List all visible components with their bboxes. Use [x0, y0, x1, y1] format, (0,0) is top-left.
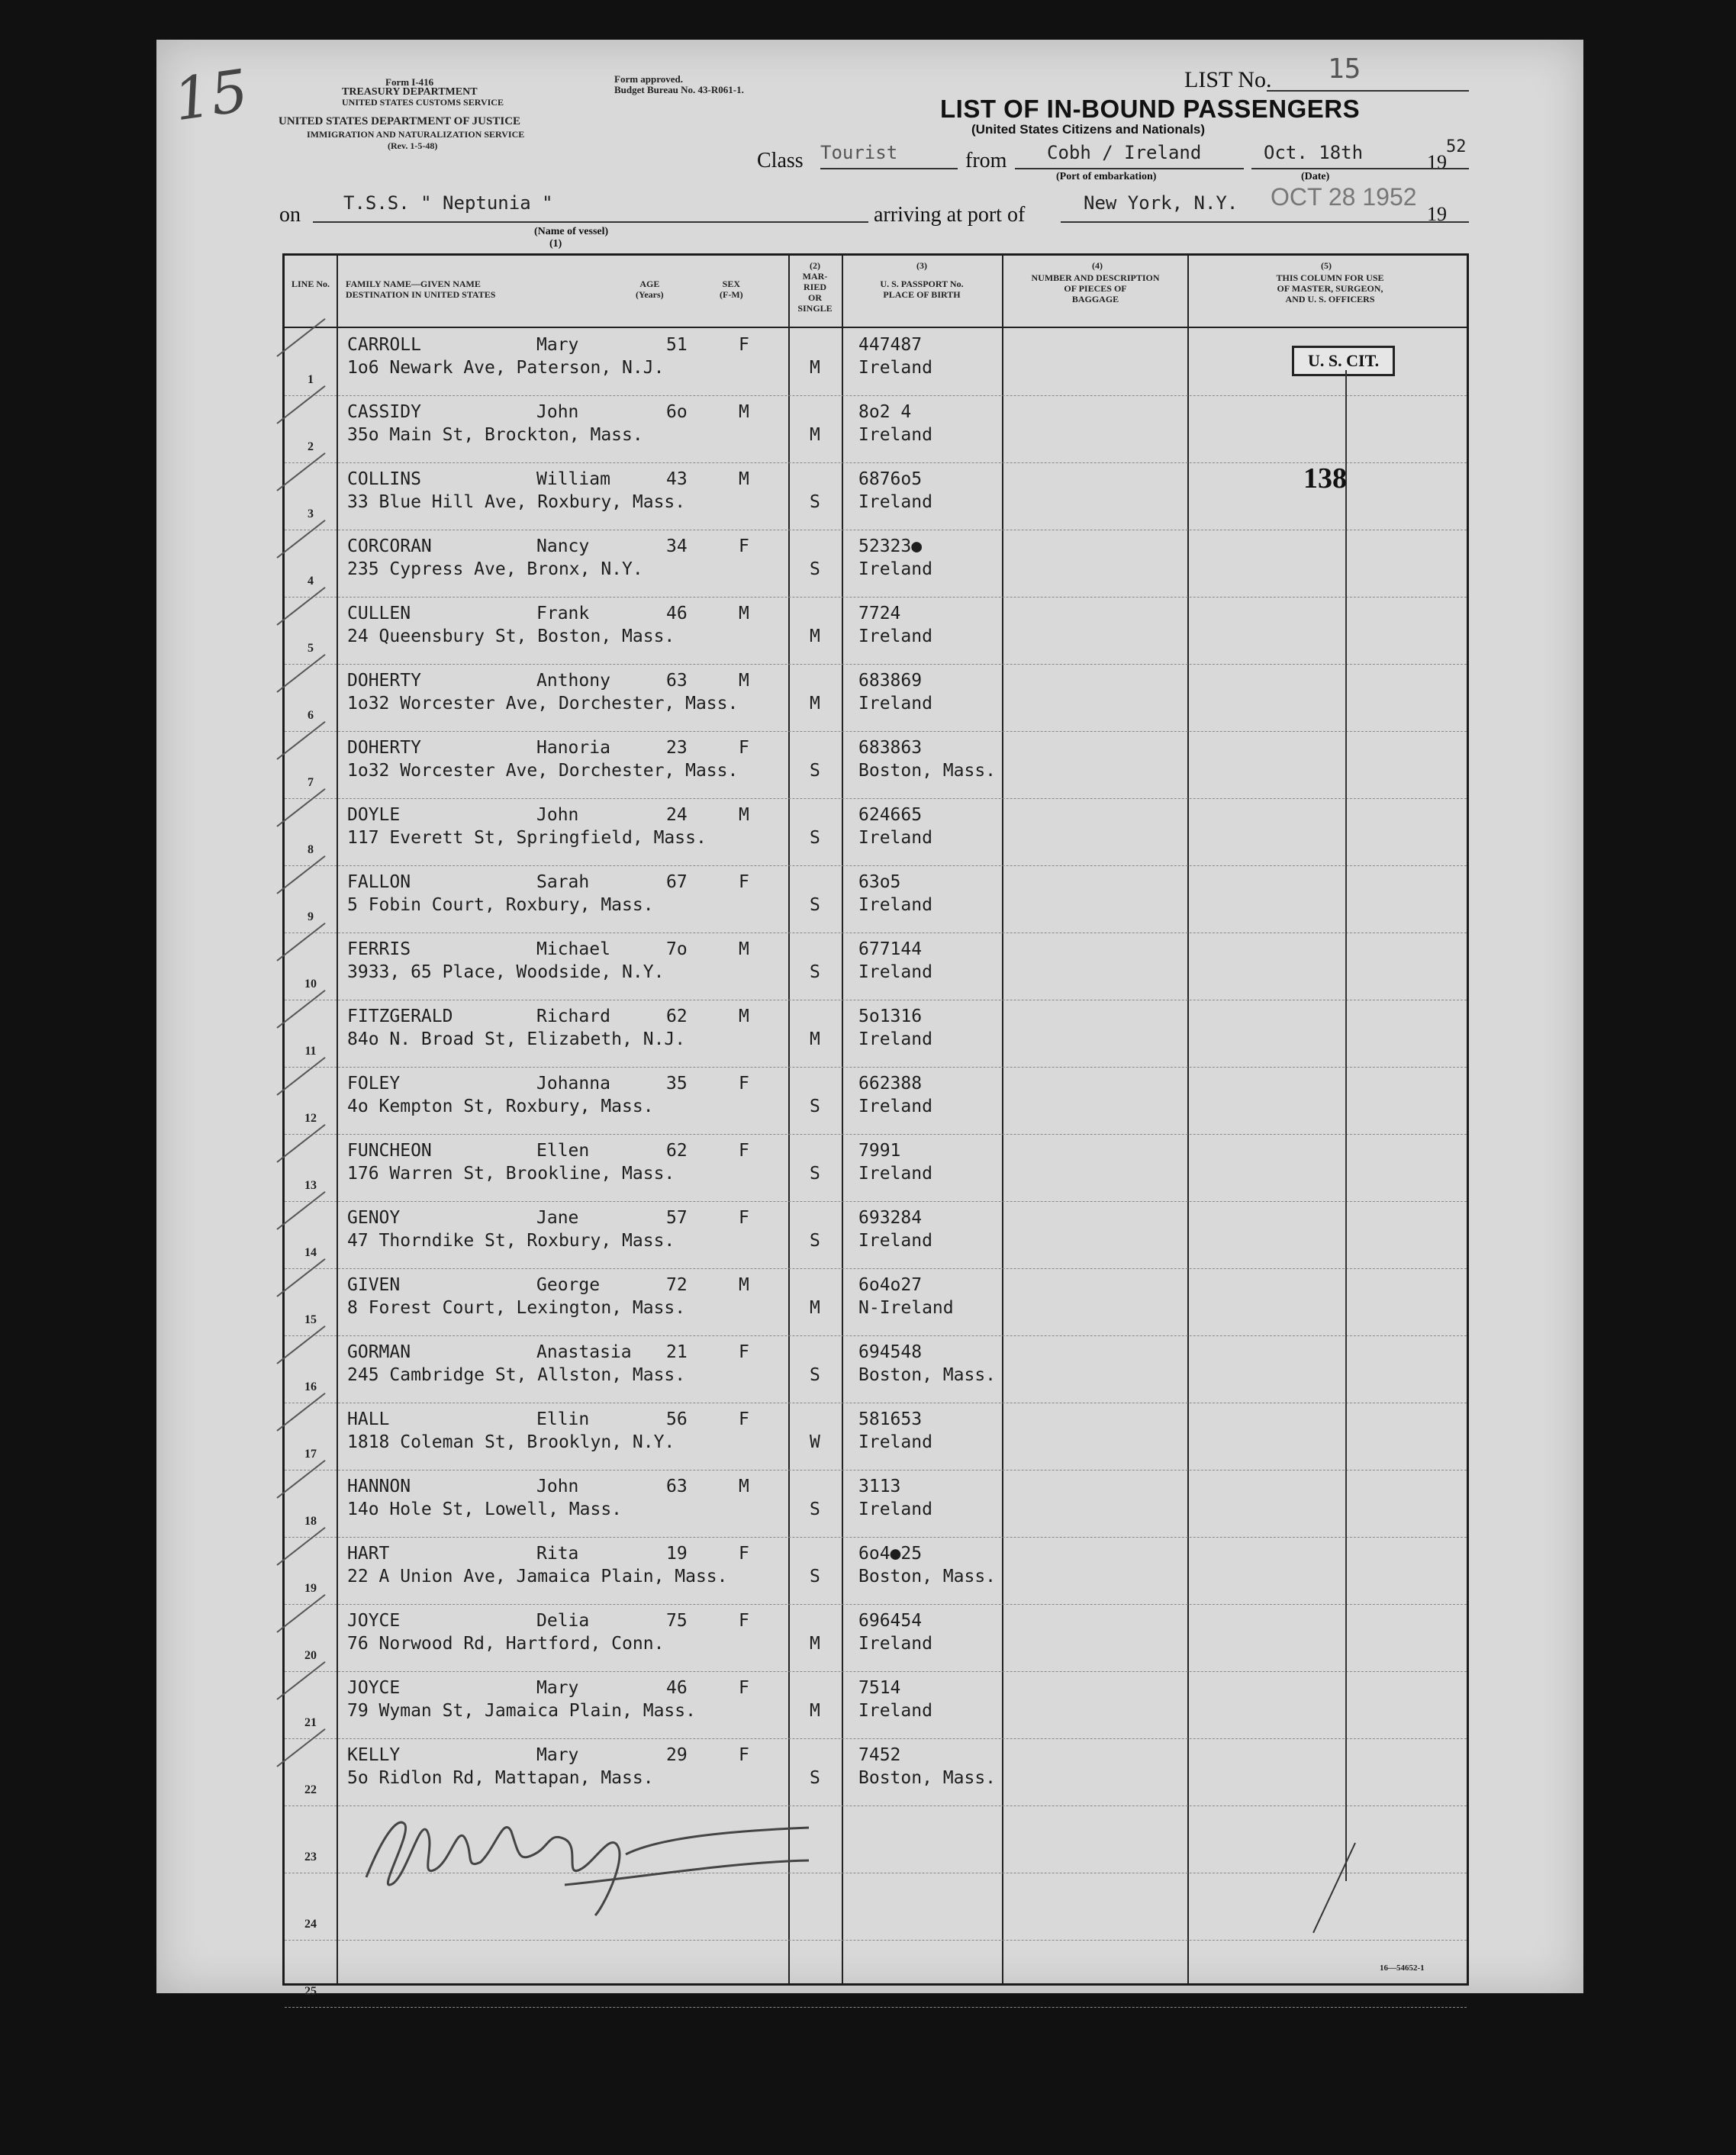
given-name: Delia	[536, 1611, 590, 1631]
line-number: 15	[304, 1313, 317, 1326]
place-of-birth: Ireland	[858, 694, 932, 714]
table-row	[285, 1941, 1467, 2008]
table-row	[285, 1605, 1467, 1672]
age: 24	[666, 805, 688, 825]
column-header-sex: SEX (F-M)	[720, 279, 743, 300]
age: 19	[666, 1544, 688, 1564]
table-row	[285, 1000, 1467, 1068]
marital-status: M	[810, 1029, 820, 1049]
family-name: DOYLE	[347, 805, 401, 825]
class-line	[820, 168, 958, 169]
age: 34	[666, 536, 688, 556]
line-number: 1	[308, 373, 314, 386]
age: 21	[666, 1342, 688, 1362]
place-of-birth: Boston, Mass.	[858, 761, 997, 781]
family-name: HANNON	[347, 1477, 411, 1496]
place-of-birth: Ireland	[858, 962, 932, 982]
age: 46	[666, 1678, 688, 1698]
age: 6o	[666, 402, 688, 422]
family-name: CORCORAN	[347, 536, 432, 556]
age: 46	[666, 604, 688, 623]
age: 57	[666, 1208, 688, 1228]
table-row	[285, 1403, 1467, 1470]
destination: 176 Warren St, Brookline, Mass.	[347, 1164, 675, 1184]
list-no-line	[1267, 90, 1469, 92]
table-row	[285, 1470, 1467, 1538]
line-number: 20	[304, 1649, 317, 1662]
us-citizen-stamp: U. S. CIT.	[1292, 346, 1395, 376]
given-name: John	[536, 805, 579, 825]
family-name: GENOY	[347, 1208, 401, 1228]
page-title: LIST OF IN-BOUND PASSENGERS	[940, 95, 1361, 123]
sex: M	[739, 1275, 749, 1295]
arriving-label: arriving at port of	[874, 203, 1026, 227]
destination: 1o6 Newark Ave, Paterson, N.J.	[347, 358, 665, 378]
passport-number: 624665	[858, 805, 923, 825]
age: 75	[666, 1611, 688, 1631]
line-number: 22	[304, 1783, 317, 1796]
passport-number: 63o5	[858, 872, 901, 892]
place-of-birth: Ireland	[858, 1634, 932, 1654]
family-name: FUNCHEON	[347, 1141, 432, 1161]
sex: F	[739, 1544, 749, 1564]
destination: 24 Queensbury St, Boston, Mass.	[347, 627, 675, 646]
passport-number: 3113	[858, 1477, 901, 1496]
passport-number: 677144	[858, 939, 923, 959]
table-row	[285, 530, 1467, 598]
marital-status: M	[810, 1634, 820, 1654]
from-value: Cobh / Ireland	[1047, 142, 1202, 163]
passport-number: 683863	[858, 738, 923, 758]
given-name: Ellen	[536, 1141, 590, 1161]
line-number: 5	[308, 642, 314, 655]
passport-number: 447487	[858, 335, 923, 355]
sex: F	[739, 1745, 749, 1765]
place-of-birth: Ireland	[858, 1499, 932, 1519]
place-of-birth: Ireland	[858, 828, 932, 848]
column-number-passport: (3)	[916, 260, 927, 271]
family-name: KELLY	[347, 1745, 401, 1765]
table-row	[285, 933, 1467, 1000]
passport-number: 5o1316	[858, 1007, 923, 1026]
arrival-year-prefix: 19	[1427, 203, 1447, 225]
sex: F	[739, 1678, 749, 1698]
column-header-passport: U. S. PASSPORT No. PLACE OF BIRTH	[880, 279, 964, 300]
sex: F	[739, 1074, 749, 1094]
marital-status: S	[810, 962, 820, 982]
marital-status: S	[810, 559, 820, 579]
arrival-date-stamp: OCT 28 1952	[1271, 183, 1417, 211]
sex: F	[739, 738, 749, 758]
given-name: Sarah	[536, 872, 590, 892]
family-name: CULLEN	[347, 604, 411, 623]
destination: 47 Thorndike St, Roxbury, Mass.	[347, 1231, 675, 1251]
place-of-birth: Ireland	[858, 1231, 932, 1251]
age: 67	[666, 872, 688, 892]
table-row	[285, 329, 1467, 396]
given-name: Jane	[536, 1208, 579, 1228]
age: 72	[666, 1275, 688, 1295]
age: 51	[666, 335, 688, 355]
date-line	[1251, 168, 1469, 169]
vessel-column-number: (1)	[549, 238, 562, 250]
from-line	[1015, 168, 1244, 169]
marital-status: M	[810, 1298, 820, 1318]
destination: 79 Wyman St, Jamaica Plain, Mass.	[347, 1701, 696, 1721]
destination: 1o32 Worcester Ave, Dorchester, Mass.	[347, 694, 739, 714]
list-no-value: 15	[1328, 53, 1361, 85]
family-name: HALL	[347, 1409, 390, 1429]
place-of-birth: Ireland	[858, 492, 932, 512]
passport-number: 662388	[858, 1074, 923, 1094]
passport-number: 7724	[858, 604, 901, 623]
place-of-birth: Ireland	[858, 559, 932, 579]
given-name: Mary	[536, 1745, 579, 1765]
given-name: Johanna	[536, 1074, 610, 1094]
passport-number: 7991	[858, 1141, 901, 1161]
table-row	[285, 732, 1467, 799]
family-name: GORMAN	[347, 1342, 411, 1362]
given-name: Ellin	[536, 1409, 590, 1429]
family-name: GIVEN	[347, 1275, 401, 1295]
line-number: 12	[304, 1112, 317, 1125]
marital-status: S	[810, 761, 820, 781]
sex: M	[739, 1477, 749, 1496]
given-name: Michael	[536, 939, 610, 959]
list-no-label: LIST No.	[1184, 67, 1272, 92]
passenger-table	[282, 253, 1469, 1998]
place-of-birth: Ireland	[858, 1701, 932, 1721]
check-mark	[276, 318, 325, 357]
marital-status: M	[810, 358, 820, 378]
given-name: Anthony	[536, 671, 610, 691]
line-number: 23	[304, 1851, 317, 1863]
line-number: 10	[304, 978, 317, 991]
line-number: 25	[304, 1985, 317, 1998]
budget-bureau-no: Budget Bureau No. 43-R061-1.	[614, 84, 744, 95]
table-row	[285, 396, 1467, 463]
marital-status: S	[810, 895, 820, 915]
marital-status: M	[810, 1701, 820, 1721]
passport-number: 6o4●25	[858, 1544, 923, 1564]
marital-status: S	[810, 1499, 820, 1519]
family-name: CARROLL	[347, 335, 421, 355]
column-number-officers: (5)	[1321, 260, 1332, 271]
marital-status: S	[810, 1768, 820, 1788]
passport-number: 694548	[858, 1342, 923, 1362]
column-header-married: MAR- RIED OR SINGLE	[797, 271, 833, 314]
age: 7o	[666, 939, 688, 959]
place-of-birth: Ireland	[858, 1432, 932, 1452]
line-number: 24	[304, 1918, 317, 1931]
passport-number: 7452	[858, 1745, 901, 1765]
family-name: DOHERTY	[347, 738, 421, 758]
customs-service: UNITED STATES CUSTOMS SERVICE	[342, 97, 504, 108]
revision-date: (Rev. 1-5-48)	[388, 140, 438, 151]
given-name: John	[536, 1477, 579, 1496]
destination: 22 A Union Ave, Jamaica Plain, Mass.	[347, 1567, 728, 1586]
column-number-baggage: (4)	[1092, 260, 1103, 271]
marital-status: S	[810, 492, 820, 512]
passport-number: 6o4o27	[858, 1275, 923, 1295]
line-number: 9	[308, 910, 314, 923]
column-header-line: LINE No.	[291, 279, 330, 289]
line-number: 2	[308, 440, 314, 453]
line-number: 3	[308, 507, 314, 520]
year-prefix: 19	[1427, 151, 1447, 173]
destination: 5 Fobin Court, Roxbury, Mass.	[347, 895, 654, 915]
sex: M	[739, 469, 749, 489]
given-name: Anastasia	[536, 1342, 632, 1362]
age: 23	[666, 738, 688, 758]
date-caption: (Date)	[1301, 171, 1330, 182]
sex: F	[739, 1141, 749, 1161]
year-value: 52	[1446, 137, 1467, 156]
age: 29	[666, 1745, 688, 1765]
place-of-birth: Ireland	[858, 1097, 932, 1116]
column-header-baggage: NUMBER AND DESCRIPTION OF PIECES OF BAGGAGE	[1031, 272, 1160, 304]
place-of-birth: Boston, Mass.	[858, 1768, 997, 1788]
passport-number: 581653	[858, 1409, 923, 1429]
line-number: 19	[304, 1582, 317, 1595]
place-of-birth: Ireland	[858, 358, 932, 378]
port-caption: (Port of embarkation)	[1056, 171, 1157, 182]
form-number: Form I-416	[385, 76, 434, 88]
destination: 235 Cypress Ave, Bronx, N.Y.	[347, 559, 643, 579]
sex: F	[739, 1611, 749, 1631]
page-subtitle: (United States Citizens and Nationals)	[971, 122, 1206, 137]
marital-status: W	[810, 1432, 820, 1452]
passport-number: 52323●	[858, 536, 923, 556]
form-approved: Form approved.	[614, 73, 684, 85]
passport-number: 8o2 4	[858, 402, 912, 422]
line-number: 13	[304, 1179, 317, 1192]
destination: 5o Ridlon Rd, Mattapan, Mass.	[347, 1768, 654, 1788]
family-name: DOHERTY	[347, 671, 421, 691]
table-row	[285, 1336, 1467, 1403]
treasury-department: TREASURY DEPARTMENT	[342, 86, 478, 98]
line-number: 8	[308, 843, 314, 856]
family-name: FALLON	[347, 872, 411, 892]
table-row	[285, 1672, 1467, 1739]
department-of-justice: UNITED STATES DEPARTMENT OF JUSTICE	[279, 115, 521, 127]
family-name: COLLINS	[347, 469, 421, 489]
signature-scribble	[336, 1770, 832, 1923]
sex: M	[739, 402, 749, 422]
vessel-caption: (Name of vessel)	[534, 226, 609, 237]
family-name: FOLEY	[347, 1074, 401, 1094]
table-row	[285, 1068, 1467, 1135]
footer-code: 16—54652-1	[1380, 1963, 1425, 1973]
column-header-age: AGE (Years)	[636, 279, 664, 300]
arrival-line	[1061, 221, 1469, 223]
line-number: 11	[304, 1045, 317, 1058]
given-name: Mary	[536, 1678, 579, 1698]
table-row	[285, 463, 1467, 530]
line-number: 21	[304, 1716, 317, 1729]
sex: M	[739, 604, 749, 623]
margin-list-number: 15	[169, 56, 253, 134]
sex: M	[739, 1007, 749, 1026]
place-of-birth: Ireland	[858, 1164, 932, 1184]
line-number: 16	[304, 1380, 317, 1393]
officer-count: 138	[1303, 462, 1347, 494]
arrival-port: New York, N.Y.	[1084, 192, 1238, 214]
marital-status: S	[810, 1231, 820, 1251]
marital-status: S	[810, 1365, 820, 1385]
column-number-married: (2)	[810, 260, 820, 271]
marital-status: M	[810, 627, 820, 646]
vessel-line	[313, 221, 868, 223]
place-of-birth: Ireland	[858, 627, 932, 646]
officer-tally-line	[1345, 370, 1347, 1881]
given-name: Hanoria	[536, 738, 610, 758]
column-header-officers: THIS COLUMN FOR USE OF MASTER, SURGEON, AND U. S. OFFICERS	[1276, 272, 1384, 304]
passport-number: 683869	[858, 671, 923, 691]
table-row	[285, 1135, 1467, 1202]
age: 63	[666, 1477, 688, 1496]
marital-status: S	[810, 828, 820, 848]
table-row	[285, 1269, 1467, 1336]
place-of-birth: Boston, Mass.	[858, 1567, 997, 1586]
marital-status: S	[810, 1097, 820, 1116]
class-value: Tourist	[820, 142, 898, 163]
line-number: 6	[308, 709, 314, 722]
passport-number: 7514	[858, 1678, 901, 1698]
marital-status: M	[810, 425, 820, 445]
given-name: Nancy	[536, 536, 590, 556]
destination: 8 Forest Court, Lexington, Mass.	[347, 1298, 686, 1318]
destination: 84o N. Broad St, Elizabeth, N.J.	[347, 1029, 686, 1049]
given-name: Richard	[536, 1007, 610, 1026]
line-number: 18	[304, 1515, 317, 1528]
place-of-birth: Ireland	[858, 1029, 932, 1049]
place-of-birth: Boston, Mass.	[858, 1365, 997, 1385]
sex: F	[739, 1208, 749, 1228]
column-header-name: FAMILY NAME—GIVEN NAME DESTINATION IN UNITED STATES	[346, 279, 496, 300]
table-row	[285, 1538, 1467, 1605]
family-name: CASSIDY	[347, 402, 421, 422]
passenger-rows	[285, 329, 1467, 2008]
destination: 3933, 65 Place, Woodside, N.Y.	[347, 962, 665, 982]
table-row	[285, 598, 1467, 665]
given-name: William	[536, 469, 610, 489]
given-name: John	[536, 402, 579, 422]
class-label: Class	[757, 149, 804, 172]
given-name: George	[536, 1275, 601, 1295]
vessel-name: T.S.S. " Neptunia "	[343, 192, 553, 214]
table-row	[285, 799, 1467, 866]
place-of-birth: Ireland	[858, 895, 932, 915]
marital-status: S	[810, 1164, 820, 1184]
table-row	[285, 866, 1467, 933]
line-number: 4	[308, 575, 314, 588]
marital-status: M	[810, 694, 820, 714]
family-name: JOYCE	[347, 1611, 401, 1631]
passport-number: 693284	[858, 1208, 923, 1228]
sex: F	[739, 335, 749, 355]
family-name: FITZGERALD	[347, 1007, 453, 1026]
line-number: 17	[304, 1448, 317, 1461]
place-of-birth: Ireland	[858, 425, 932, 445]
given-name: Mary	[536, 335, 579, 355]
sex: F	[739, 536, 749, 556]
age: 62	[666, 1007, 688, 1026]
sex: F	[739, 1342, 749, 1362]
destination: 4o Kempton St, Roxbury, Mass.	[347, 1097, 654, 1116]
given-name: Frank	[536, 604, 590, 623]
destination: 117 Everett St, Springfield, Mass.	[347, 828, 707, 848]
sex: M	[739, 671, 749, 691]
family-name: HART	[347, 1544, 390, 1564]
passport-number: 6876o5	[858, 469, 923, 489]
line-number: 7	[308, 776, 314, 789]
destination: 1o32 Worcester Ave, Dorchester, Mass.	[347, 761, 739, 781]
destination: 14o Hole St, Lowell, Mass.	[347, 1499, 623, 1519]
place-of-birth: N-Ireland	[858, 1298, 954, 1318]
given-name: Rita	[536, 1544, 579, 1564]
table-row	[285, 665, 1467, 732]
sex: M	[739, 939, 749, 959]
destination: 1818 Coleman St, Brooklyn, N.Y.	[347, 1432, 675, 1452]
passport-number: 696454	[858, 1611, 923, 1631]
destination: 33 Blue Hill Ave, Roxbury, Mass.	[347, 492, 686, 512]
age: 63	[666, 671, 688, 691]
age: 35	[666, 1074, 688, 1094]
destination: 76 Norwood Rd, Hartford, Conn.	[347, 1634, 665, 1654]
destination: 245 Cambridge St, Allston, Mass.	[347, 1365, 686, 1385]
date-value: Oct. 18th	[1264, 142, 1364, 163]
family-name: JOYCE	[347, 1678, 401, 1698]
marital-status: S	[810, 1567, 820, 1586]
family-name: FERRIS	[347, 939, 411, 959]
age: 56	[666, 1409, 688, 1429]
from-label: from	[965, 149, 1007, 172]
table-row	[285, 1202, 1467, 1269]
on-label: on	[279, 203, 301, 227]
line-number: 14	[304, 1246, 317, 1259]
destination: 35o Main St, Brockton, Mass.	[347, 425, 643, 445]
sex: M	[739, 805, 749, 825]
sex: F	[739, 872, 749, 892]
age: 43	[666, 469, 688, 489]
age: 62	[666, 1141, 688, 1161]
immigration-service: IMMIGRATION AND NATURALIZATION SERVICE	[307, 129, 525, 140]
sex: F	[739, 1409, 749, 1429]
